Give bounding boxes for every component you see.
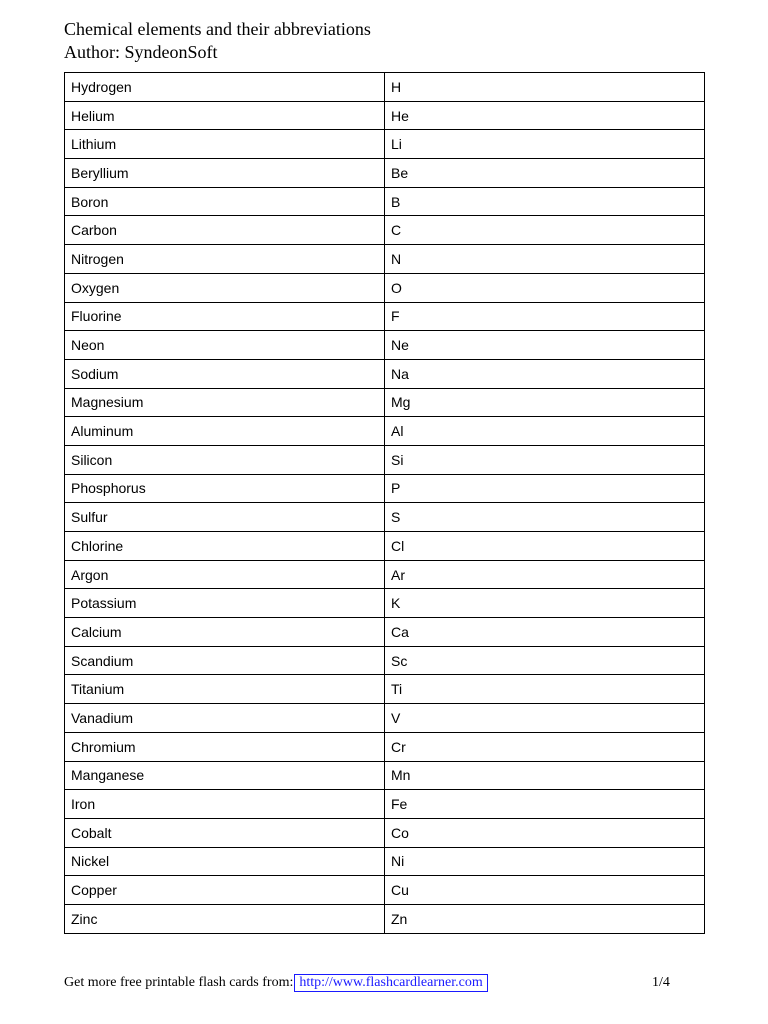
document-author: Author: SyndeonSoft bbox=[64, 42, 218, 62]
element-name-cell: Aluminum bbox=[65, 417, 385, 446]
element-name-cell: Chlorine bbox=[65, 532, 385, 561]
table-row bbox=[65, 732, 705, 761]
element-name-cell: Hydrogen bbox=[65, 73, 385, 102]
element-symbol-cell: Si bbox=[385, 445, 705, 474]
element-symbol-cell: Na bbox=[385, 359, 705, 388]
element-name-cell: Chromium bbox=[65, 732, 385, 761]
element-symbol-cell: Ca bbox=[385, 618, 705, 647]
table-row bbox=[65, 216, 705, 245]
elements-table bbox=[64, 72, 705, 934]
table-row bbox=[65, 761, 705, 790]
element-symbol-cell: Cr bbox=[385, 732, 705, 761]
element-symbol-cell: N bbox=[385, 245, 705, 274]
element-symbol-cell: V bbox=[385, 704, 705, 733]
table-row bbox=[65, 273, 705, 302]
element-name-cell: Neon bbox=[65, 331, 385, 360]
table-row bbox=[65, 876, 705, 905]
element-name-cell: Manganese bbox=[65, 761, 385, 790]
element-name-cell: Iron bbox=[65, 790, 385, 819]
element-symbol-cell: Ni bbox=[385, 847, 705, 876]
table-row bbox=[65, 704, 705, 733]
element-symbol-cell: Ar bbox=[385, 560, 705, 589]
document-title: Chemical elements and their abbreviations bbox=[64, 19, 371, 39]
footer-link[interactable]: http://www.flashcardlearner.com bbox=[294, 974, 487, 992]
table-row bbox=[65, 331, 705, 360]
table-row bbox=[65, 359, 705, 388]
element-symbol-cell: B bbox=[385, 187, 705, 216]
element-name-cell: Sodium bbox=[65, 359, 385, 388]
element-symbol-cell: H bbox=[385, 73, 705, 102]
table-row bbox=[65, 73, 705, 102]
element-symbol-cell: F bbox=[385, 302, 705, 331]
table-row bbox=[65, 790, 705, 819]
element-name-cell: Lithium bbox=[65, 130, 385, 159]
element-name-cell: Carbon bbox=[65, 216, 385, 245]
table-row bbox=[65, 474, 705, 503]
table-row bbox=[65, 445, 705, 474]
element-symbol-cell: C bbox=[385, 216, 705, 245]
element-name-cell: Oxygen bbox=[65, 273, 385, 302]
element-name-cell: Phosphorus bbox=[65, 474, 385, 503]
element-symbol-cell: O bbox=[385, 273, 705, 302]
element-name-cell: Copper bbox=[65, 876, 385, 905]
element-name-cell: Calcium bbox=[65, 618, 385, 647]
element-symbol-cell: Ne bbox=[385, 331, 705, 360]
table-row bbox=[65, 904, 705, 933]
table-row bbox=[65, 159, 705, 188]
table-row bbox=[65, 388, 705, 417]
table-row bbox=[65, 417, 705, 446]
element-symbol-cell: K bbox=[385, 589, 705, 618]
table-row bbox=[65, 847, 705, 876]
page-number: 1/4 bbox=[652, 975, 670, 990]
element-symbol-cell: Al bbox=[385, 417, 705, 446]
table-row bbox=[65, 187, 705, 216]
table-row bbox=[65, 101, 705, 130]
table-row bbox=[65, 646, 705, 675]
table-row bbox=[65, 618, 705, 647]
element-symbol-cell: Li bbox=[385, 130, 705, 159]
element-symbol-cell: He bbox=[385, 101, 705, 130]
element-symbol-cell: Cu bbox=[385, 876, 705, 905]
table-row bbox=[65, 245, 705, 274]
element-name-cell: Cobalt bbox=[65, 818, 385, 847]
element-name-cell: Potassium bbox=[65, 589, 385, 618]
element-name-cell: Boron bbox=[65, 187, 385, 216]
element-name-cell: Sulfur bbox=[65, 503, 385, 532]
element-symbol-cell: Mn bbox=[385, 761, 705, 790]
element-symbol-cell: Zn bbox=[385, 904, 705, 933]
element-name-cell: Nitrogen bbox=[65, 245, 385, 274]
element-name-cell: Beryllium bbox=[65, 159, 385, 188]
element-symbol-cell: Co bbox=[385, 818, 705, 847]
table-row bbox=[65, 675, 705, 704]
element-symbol-cell: S bbox=[385, 503, 705, 532]
element-name-cell: Argon bbox=[65, 560, 385, 589]
element-name-cell: Fluorine bbox=[65, 302, 385, 331]
elements-table-body bbox=[65, 73, 705, 934]
element-symbol-cell: Mg bbox=[385, 388, 705, 417]
element-symbol-cell: P bbox=[385, 474, 705, 503]
table-row bbox=[65, 589, 705, 618]
element-name-cell: Titanium bbox=[65, 675, 385, 704]
element-name-cell: Magnesium bbox=[65, 388, 385, 417]
element-name-cell: Zinc bbox=[65, 904, 385, 933]
element-symbol-cell: Be bbox=[385, 159, 705, 188]
element-symbol-cell: Ti bbox=[385, 675, 705, 704]
element-symbol-cell: Sc bbox=[385, 646, 705, 675]
table-row bbox=[65, 532, 705, 561]
footer-text: Get more free printable flash cards from: bbox=[64, 975, 294, 990]
element-symbol-cell: Fe bbox=[385, 790, 705, 819]
table-row bbox=[65, 503, 705, 532]
element-name-cell: Vanadium bbox=[65, 704, 385, 733]
table-row bbox=[65, 560, 705, 589]
table-row bbox=[65, 818, 705, 847]
table-row bbox=[65, 130, 705, 159]
element-name-cell: Silicon bbox=[65, 445, 385, 474]
page-footer bbox=[64, 973, 704, 993]
document-header bbox=[64, 18, 371, 64]
element-name-cell: Scandium bbox=[65, 646, 385, 675]
element-name-cell: Helium bbox=[65, 101, 385, 130]
element-symbol-cell: Cl bbox=[385, 532, 705, 561]
table-row bbox=[65, 302, 705, 331]
element-name-cell: Nickel bbox=[65, 847, 385, 876]
